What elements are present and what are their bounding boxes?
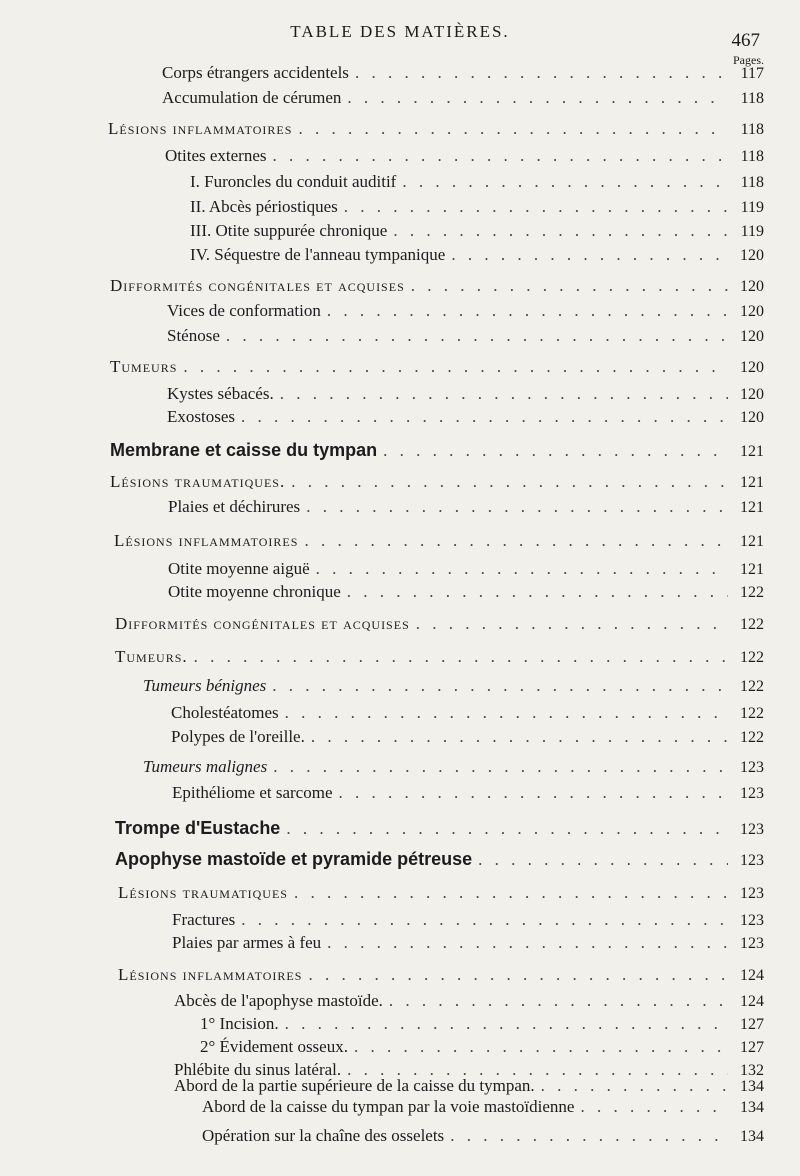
dot-leader [327,301,728,321]
toc-entry-page: 121 [740,474,764,491]
toc-entry [190,197,764,218]
toc-entry-title: Tumeurs. [115,647,188,666]
toc-entry [200,1014,764,1035]
toc-entry-page: 121 [740,443,764,460]
dot-leader [316,559,728,579]
dot-leader [285,703,728,723]
dot-leader [194,647,728,667]
toc-entry-title: Vices de conformation [167,301,321,320]
toc-entry-page: 120 [740,386,764,403]
toc-entry [114,531,764,552]
dot-leader [286,819,728,839]
dot-leader [311,727,728,747]
dot-leader [355,63,728,83]
toc-entry-title: Epithéliome et sarcome [172,783,333,802]
toc-entry-title: Exostoses [167,407,235,426]
toc-entry [118,883,764,904]
dot-leader [298,119,728,139]
toc-entry [110,276,764,297]
toc-entry-title: Sténose [167,326,220,345]
toc-entry-page: 123 [740,821,764,838]
dot-leader [327,933,728,953]
dot-leader [308,965,728,985]
toc-entry-title: Plaies et déchirures [168,497,301,516]
toc-entry [143,676,764,697]
toc-entry-page: 120 [740,328,764,345]
dot-leader [226,326,728,346]
toc-entry [115,614,764,635]
toc-entry-page: 123 [740,912,764,929]
toc-entry-page: 117 [740,65,764,82]
toc-entry [171,727,764,748]
toc-entry [167,301,764,322]
toc-entry-title: 1° Incision. [200,1014,279,1033]
toc-entry [115,849,764,871]
dot-leader [450,1126,728,1146]
toc-entry-page: 122 [740,584,764,601]
dot-leader [339,783,729,803]
toc-entry [172,910,764,931]
toc-entry-title: Lésions traumatiques. [110,472,286,491]
toc-entry-title: Trompe d'Eustache [115,818,281,838]
toc-entry-page: 118 [740,148,764,165]
toc-entry-page: 134 [740,1099,764,1116]
dot-leader [347,88,728,108]
toc-entry [190,221,764,242]
dot-leader [383,441,728,461]
toc-entry [168,559,764,580]
toc-entry-title: Abord de la partie supérieure de la caisse du tympan. [174,1076,535,1095]
dot-leader [280,384,728,404]
toc-entry-page: 118 [740,121,764,138]
toc-entry-page: 134 [740,1128,764,1145]
dot-leader [478,850,728,870]
toc-entry-title: Otite moyenne chronique [168,582,341,601]
toc-entry-page: 121 [740,499,764,516]
toc-entry-title: Plaies par armes à feu [172,933,322,952]
dot-leader [354,1037,728,1057]
dot-leader [344,197,728,217]
toc-entry-page: 123 [740,852,764,869]
toc-entry-page: 119 [740,199,764,216]
toc-entry-page: 123 [740,759,764,776]
toc-entry [118,965,764,986]
toc-entry-title: Otites externes [165,146,267,165]
toc-entry-title: Apophyse mastoïde et pyramide pétreuse [115,849,473,869]
toc-entry-page: 132 [740,1062,764,1079]
toc-entry-page: 121 [740,561,764,578]
toc-entry-title: Kystes sébacés. [167,384,274,403]
toc-entry [174,1076,764,1097]
toc-entry-title: Accumulation de cérumen [162,88,342,107]
toc-entry-title: Opération sur la chaîne des osselets [202,1126,445,1145]
toc-entry [190,172,764,193]
toc-entry [202,1126,764,1147]
toc-entry-title: Corps étrangers accidentels [162,63,349,82]
toc-entry-title: Lésions traumatiques [118,883,288,902]
toc-entry-title: II. Abcès périostiques [190,197,338,216]
toc-entry [110,472,764,493]
dot-leader [273,757,728,777]
toc-entry-title: Difformités congénitales et acquises [115,614,410,633]
page-number: 467 [731,30,760,51]
toc-entry-page: 121 [740,533,764,550]
toc-entry [143,757,764,778]
toc-entry-title: I. Furoncles du conduit auditif [190,172,397,191]
toc-entry [110,440,764,462]
toc-entry-page: 134 [740,1078,764,1095]
toc-entry-title: Cholestéatomes [171,703,279,722]
dot-leader [294,883,728,903]
toc-entry-title: Abord de la caisse du tympan par la voie mastoïdienne [202,1097,575,1116]
toc-entry [115,818,764,840]
dot-leader [285,1014,728,1034]
dot-leader [402,172,728,192]
toc-entry-title: Membrane et caisse du tympan [110,440,378,460]
toc-entry-title: Fractures [172,910,236,929]
toc-entry-title: Tumeurs malignes [143,757,268,776]
toc-entry [202,1097,764,1118]
toc-entry [110,357,764,378]
toc-entry [174,991,764,1012]
toc-entry-title: Tumeurs [110,357,178,376]
toc-entry-page: 120 [740,247,764,264]
toc-entry-page: 123 [740,885,764,902]
toc-entry-title: Lésions inflammatoires [118,965,303,984]
toc-entry [165,146,764,167]
toc-entry [162,63,764,84]
toc-entry-page: 120 [740,359,764,376]
toc-entry-title: 2° Évidement osseux. [200,1037,348,1056]
toc-entry [168,582,764,603]
toc-entry [115,647,764,668]
toc-entry-page: 123 [740,785,764,802]
toc-entry-title: Polypes de l'oreille. [171,727,305,746]
dot-leader [272,676,728,696]
dot-leader [389,991,728,1011]
toc-entry-page: 127 [740,1039,764,1056]
running-header: TABLE DES MATIÈRES. [290,22,510,41]
pages-column-label: Pages. [733,53,764,67]
toc-entry-page: 122 [740,678,764,695]
toc-entry-page: 118 [740,90,764,107]
dot-leader [416,614,728,634]
toc-entry [167,407,764,428]
dot-leader [273,146,729,166]
toc-entry-page: 124 [740,967,764,984]
dot-leader [306,497,728,517]
toc-entry-title: Abcès de l'apophyse mastoïde. [174,991,383,1010]
toc-entry-page: 120 [740,303,764,320]
toc-entry-page: 122 [740,649,764,666]
dot-leader [291,472,728,492]
toc-entry-page: 122 [740,616,764,633]
toc-entry [200,1037,764,1058]
toc-entry-page: 120 [740,409,764,426]
toc-entry [190,245,764,266]
toc-entry-page: 123 [740,935,764,952]
dot-leader [451,245,728,265]
toc-entry [167,384,764,405]
toc-entry [168,497,764,518]
toc-entry-title: III. Otite suppurée chronique [190,221,388,240]
dot-leader [347,582,728,602]
toc-entry [172,933,764,954]
toc-entry-page: 122 [740,729,764,746]
dot-leader [411,276,728,296]
toc-entry [108,119,764,140]
toc-entry-title: Lésions inflammatoires [114,531,299,550]
toc-entry-page: 122 [740,705,764,722]
toc-entry-title: Tumeurs bénignes [143,676,267,695]
toc-entry-page: 118 [740,174,764,191]
dot-leader [241,910,728,930]
toc-entry-title: Phlébite du sinus latéral. [174,1060,342,1079]
toc-entry-page: 127 [740,1016,764,1033]
toc-entry-title: IV. Séquestre de l'anneau tympanique [190,245,446,264]
toc-entry-title: Otite moyenne aiguë [168,559,310,578]
dot-leader [183,357,728,377]
dot-leader [541,1076,728,1096]
dot-leader [580,1097,728,1117]
toc-entry [171,703,764,724]
toc-entry-page: 119 [740,223,764,240]
dot-leader [241,407,728,427]
toc-entry [172,783,764,804]
toc-entry-title: Difformités congénitales et acquises [110,276,405,295]
dot-leader [304,531,728,551]
dot-leader [393,221,728,241]
toc-entry-title: Lésions inflammatoires [108,119,293,138]
toc-entry-page: 124 [740,993,764,1010]
toc-entry-page: 120 [740,278,764,295]
toc-entry [167,326,764,347]
toc-entry [162,88,764,109]
